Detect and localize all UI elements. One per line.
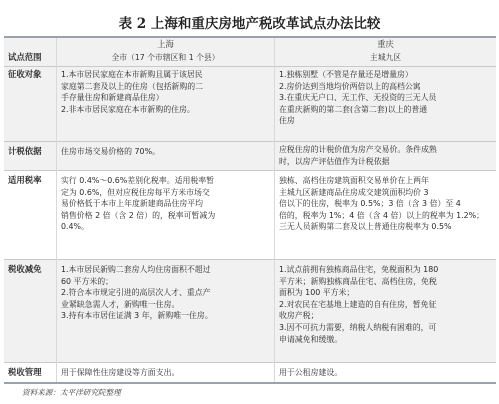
source-note: 资料来源：太平洋研究院整理 bbox=[22, 388, 121, 397]
cell-shanghai-tax-rate: 实行 0.4%～0.6%差别化税率。适用税率暂 定为 0.6%，但对应税住房每平方米市场交 易价格低于本市上年度新建商品住房平均 销售价格 2 倍（含 2 倍）的，税率可暂减为 0.4%。 bbox=[61, 176, 216, 232]
bottom-rule bbox=[4, 382, 496, 384]
rule-below-header bbox=[4, 66, 496, 67]
cell-chongqing-tax-rate: 独栋、高档住房建筑面积交易单价在上两年 主城九区新建商品住房成交建筑面积均价 3 倍以下的住房，税率为 0.5%；3 倍（含 3 倍）至 4 倍的，税率为 1%；4 倍（含 4 倍）以上的税率为 1.2%； 三无人员新购第二套及以上普通住房税率为 0.5% bbox=[279, 176, 485, 232]
rule-row-2 bbox=[4, 170, 496, 171]
table-title: 表 2 上海和重庆房地产税改革试点办法比较 bbox=[118, 16, 381, 32]
col-divider-cities bbox=[274, 38, 275, 382]
cell-shanghai-collection-objects: 1.本市居民家庭在本市新购且属于该居民 家庭第二套及以上的住房（包括新购的二 手存量住房和新建商品住房） 2.非本市居民家庭在本市新购的住房。 bbox=[61, 70, 204, 114]
row-label-tax-relief: 税收减免 bbox=[8, 264, 42, 274]
cell-shanghai-tax-basis: 住房市场交易价格的 70%。 bbox=[61, 147, 160, 156]
row-label-tax-management: 税收管理 bbox=[8, 367, 42, 377]
header-scope-label: 试点范围 bbox=[8, 52, 42, 62]
cell-chongqing-collection-objects: 1.独栋别墅（不管是存量还是增量房） 2.房价达到当地均价两倍以上的高档公寓 3.在重庆无户口、无工作、无投资的三无人员 在重庆新购的第二套(含第二套)以上的普通 住房 bbox=[279, 70, 437, 126]
header-shanghai-scope: 全市（17 个市辖区和 1 个县） bbox=[111, 53, 220, 62]
top-rule bbox=[4, 36, 496, 38]
rule-row-3 bbox=[4, 259, 496, 260]
header-shanghai: 上海 bbox=[157, 39, 174, 49]
rule-row-1 bbox=[4, 141, 496, 142]
cell-chongqing-tax-basis: 应税住房的计税价值为房产交易价。条件成熟 时，以房产评估值作为计税依据 bbox=[279, 145, 437, 166]
row-label-tax-rate: 适用税率 bbox=[8, 175, 42, 185]
col-divider-label bbox=[56, 38, 57, 382]
cell-shanghai-tax-relief: 1.本市居民新购二套房人均住房面积不超过 60 平方米的； 2.符合本市规定引进的高层次人才、重点产 业紧缺急需人才，新购唯一住房。 3.持有本市居住证满 3 年，新购唯一住房。 bbox=[61, 265, 213, 321]
row-label-collection-objects: 征收对象 bbox=[8, 69, 42, 79]
cell-chongqing-tax-management: 用于公租房建设。 bbox=[279, 368, 343, 377]
cell-shanghai-tax-management: 用于保障性住房建设等方面支出。 bbox=[61, 368, 180, 377]
rule-row-4 bbox=[4, 362, 496, 363]
row-label-tax-basis: 计税依据 bbox=[8, 146, 42, 156]
header-chongqing: 重庆 bbox=[377, 39, 394, 49]
cell-chongqing-tax-relief: 1.试点前拥有独栋商品住宅，免税面积为 180 平方米；新购独栋商品住宅、高档住房，免税 面积为 100 平方米； 2.对农民在宅基地上建造的自有住房，暂免征 收房产税； 3.因不可抗力需要，纳税人纳税有困难的，可 申请减免和缓缴。 bbox=[279, 265, 439, 344]
header-chongqing-scope: 主城九区 bbox=[369, 53, 402, 62]
